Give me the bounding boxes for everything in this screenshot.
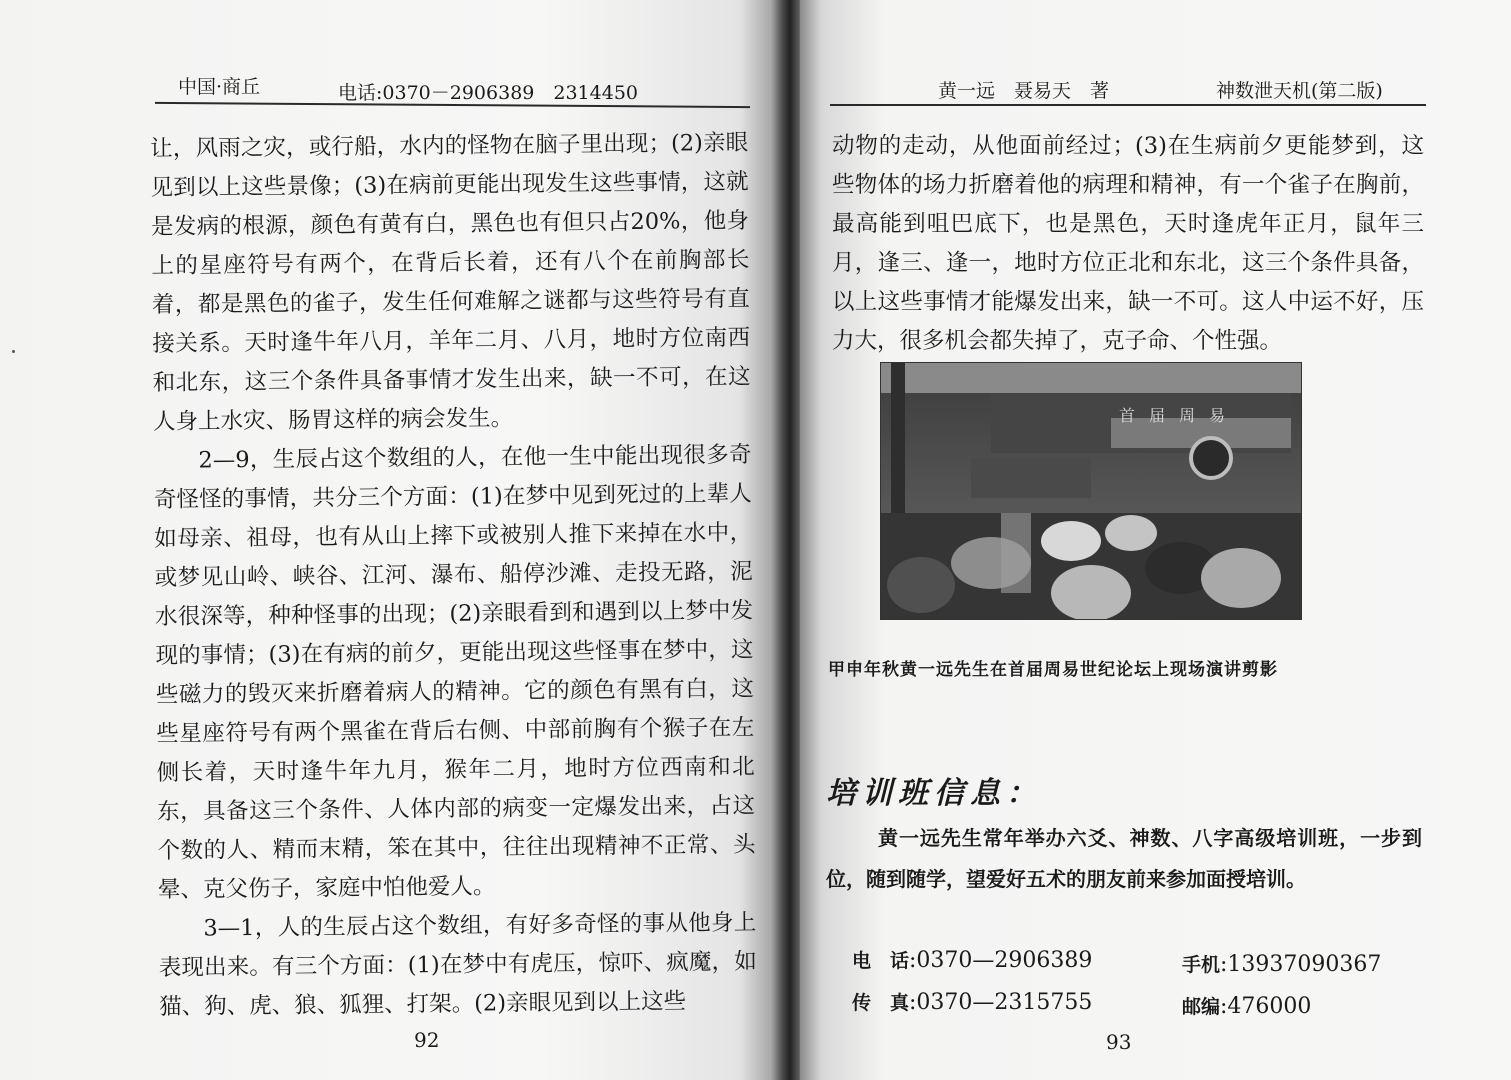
fax-value: :0370—2315755 xyxy=(909,990,1093,1015)
scan-speck xyxy=(12,350,15,353)
photo-caption: 甲申年秋黄一远先生在首届周易世纪论坛上现场演讲剪影 xyxy=(828,660,1278,680)
contact-phone xyxy=(852,946,1092,973)
mobile-value: :13937090367 xyxy=(1220,952,1382,977)
training-info-text: 黄一远先生常年举办六爻、神数、八字高级培训班，一步到位，随到随学，望爱好五术的朋友前来参加面授培训。 xyxy=(826,826,1422,891)
contact-fax xyxy=(852,988,1092,1015)
contact-mobile xyxy=(1182,950,1381,977)
left-body-text xyxy=(150,124,757,1027)
training-info-body xyxy=(826,818,1422,900)
left-header-location: 中国·商丘 xyxy=(178,76,261,98)
right-body-text xyxy=(832,127,1424,361)
training-info-title: 培训班信息： xyxy=(826,776,1042,811)
mobile-label: 手机 xyxy=(1182,954,1221,976)
left-header-phone: 电话:0370－2906389 2314450 xyxy=(338,82,638,104)
lecture-photo xyxy=(880,362,1302,620)
right-header-rule xyxy=(830,104,1426,106)
right-page-number: 93 xyxy=(1106,1030,1132,1054)
right-paragraph-1: 动物的走动，从他面前经过；(3)在生病前夕更能梦到，这些物体的场力折磨着他的病理和精神，有一个雀子在胸前，最高能到咀巴底下，也是黑色，天时逢虎年正月，鼠年三月，逢三、逢一，地时方位正北和东北，这三个条件具备，以上这些事情才能爆发出来，缺一不可。这人中运不好，压力大，很多机会都失掉了，克子命、个性强。 xyxy=(832,133,1424,354)
phone-value: :0370—2906389 xyxy=(909,948,1093,973)
contact-zip xyxy=(1182,992,1311,1019)
lecture-photo-image xyxy=(881,363,1301,619)
photo-banner-text: 首届周易 xyxy=(1119,406,1240,425)
left-paragraph-1: 让，风雨之灾，或行船，水内的怪物在脑子里出现；(2)亲眼见到以上这些景像；(3)在病前更能出现发生这些事情，这就是发病的根源，颜色有黄有白，黑色也有但只占20%，他身上的星座符号有两个，在背后长着，还有八个在前胸部长着，都是黑色的雀子，发生任何难解之谜都与这些符号有直接关系。天时逢牛年八月，羊年二月、八月，地时方位南西和北东，这三个条件具备事情才发生出来，缺一不可，在这人身上水灾、肠胃这样的病会发生。 xyxy=(150,129,751,435)
left-page-number: 92 xyxy=(414,1028,440,1052)
zip-label: 邮编 xyxy=(1182,996,1221,1018)
right-header-book-title: 神数泄天机(第二版) xyxy=(1216,80,1383,102)
phone-label: 电 话 xyxy=(852,950,910,972)
left-paragraph-2: 2—9，生辰占这个数组的人，在他一生中能出现很多奇奇怪怪的事情，共分三个方面：(1)在梦中见到死过的上辈人如母亲、祖母，也有从山上摔下或被别人推下来掉在水中，或梦见山岭、峡谷、江河、瀑布、船停沙滩、走投无路，泥水很深等，种种怪事的出现；(2)亲眼看到和遇到以上梦中发现的事情；(3)在有病的前夕，更能出现这些怪事在梦中，这些磁力的毁灭来折磨着病人的精神。它的颜色有黑有白，这些星座符号有两个黑雀在背后右侧、中部前胸有个猴子在左侧长着，天时逢牛年九月，猴年二月，地时方位西南和北东，具备这三个条件、人体内部的病变一定爆发出来，占这个数的人、精而末精，笨在其中，往往出现精神不正常、头晕、克父伤子，家庭中怕他爱人。 xyxy=(153,441,756,903)
left-paragraph-3: 3—1，人的生辰占这个数组，有好多奇怪的事从他身上表现出来。有三个方面：(1)在梦中有虎压，惊吓、疯魔，如猫、狗、虎、狼、狐狸、打架。(2)亲眼见到以上这些 xyxy=(158,909,757,1020)
fax-label: 传 真 xyxy=(852,992,910,1014)
right-header-authors: 黄一远 聂易天 著 xyxy=(938,80,1110,102)
zip-value: :476000 xyxy=(1220,994,1312,1019)
